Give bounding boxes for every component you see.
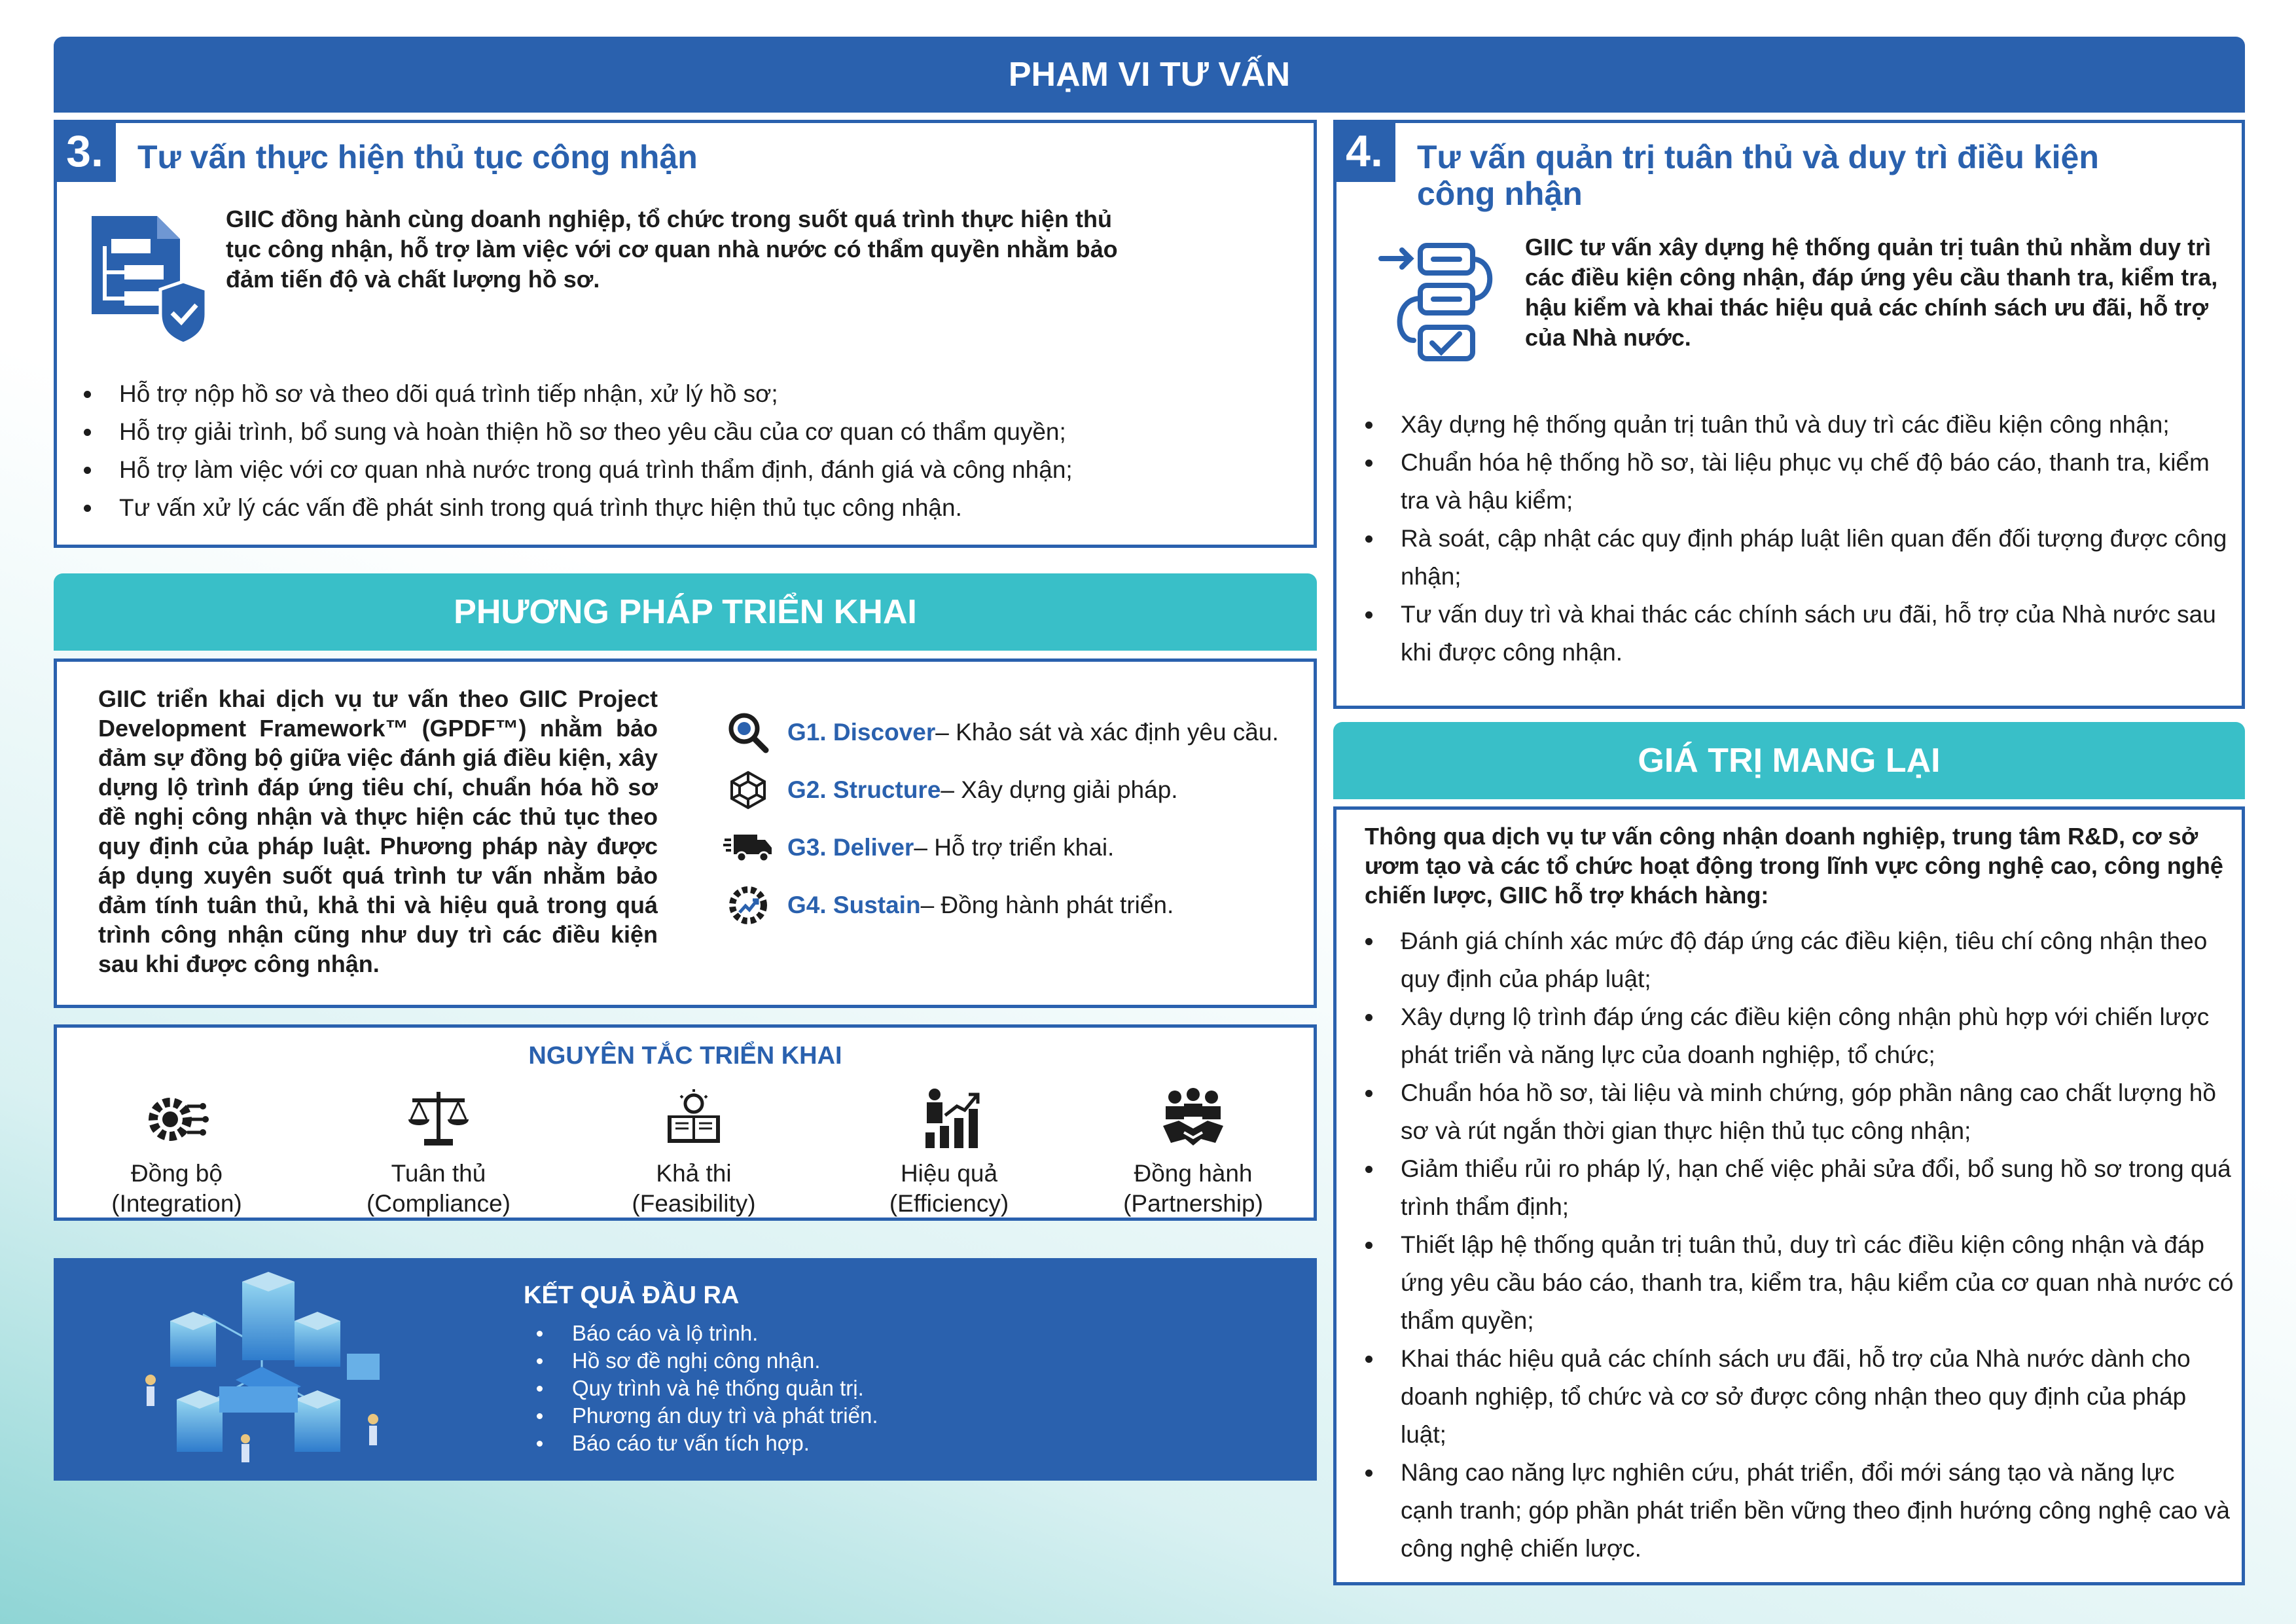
- book-idea-icon: [661, 1087, 726, 1152]
- list-item: Rà soát, cập nhật các quy định pháp luật liên quan đến đối tượng được công nhận;: [1354, 520, 2234, 596]
- section-4-title-line2: công nhận: [1417, 175, 1583, 212]
- method-step: G2. Structure – Xây dựng giải pháp.: [723, 761, 1312, 819]
- value-title: GIÁ TRỊ MANG LẠI: [1638, 742, 1941, 780]
- list-item: Chuẩn hóa hệ thống hồ sơ, tài liệu phục vụ chế độ báo cáo, thanh tra, kiểm tra và hậu kiểm;: [1354, 444, 2234, 520]
- value-banner: [1333, 722, 2245, 799]
- list-item: Hỗ trợ nộp hồ sơ và theo dõi quá trình tiếp nhận, xử lý hồ sơ;: [72, 375, 1302, 413]
- delivery-truck-icon: [723, 825, 773, 871]
- gear-circuit-icon: [144, 1087, 209, 1152]
- page-title: PHẠM VI TƯ VẤN: [1008, 56, 1291, 94]
- value-intro: Thông qua dịch vụ tư vấn công nhận doanh nghiệp, trung tâm R&D, cơ sở ươm tạo và các tổ chức hoạt động trong lĩnh vực công nghệ cao, công nghệ chiến lược, GIIC hỗ trợ khách hàng:: [1365, 823, 2223, 909]
- header-banner: [54, 37, 2245, 113]
- section-3-title: Tư vấn thực hiện thủ tục công nhận: [137, 139, 698, 175]
- value-bullets: [1354, 922, 2234, 1568]
- principle-item: Đồng bộ (Integration): [69, 1087, 285, 1219]
- list-item: Xây dựng lộ trình đáp ứng các điều kiện công nhận phù hợp với chiến lược phát triển và năng lực của doanh nghiệp, tổ chức;: [1354, 998, 2234, 1074]
- list-item: Báo cáo và lộ trình.: [524, 1320, 1296, 1347]
- list-item: Nâng cao năng lực nghiên cứu, phát triển, đổi mới sáng tạo và năng lực cạnh tranh; góp phần phát triển bền vững theo định hướng công nghệ cao và công nghệ chiến lược.: [1354, 1454, 2234, 1568]
- list-item: Khai thác hiệu quả các chính sách ưu đãi, hỗ trợ của Nhà nước dành cho doanh nghiệp, tổ chức và cơ sở được công nhận theo quy định của pháp luật;: [1354, 1340, 2234, 1454]
- section-4-intro: GIIC tư vấn xây dựng hệ thống quản trị tuân thủ nhằm duy trì các điều kiện công nhận, đáp ứng yêu cầu thanh tra, kiểm tra, hậu kiểm và khai thác hiệu quả các chính sách ưu đãi, hỗ trợ của Nhà nước.: [1525, 234, 2218, 351]
- section-4-bullets: [1354, 406, 2234, 672]
- section-3-intro: GIIC đồng hành cùng doanh nghiệp, tổ chức trong suốt quá trình thực hiện thủ tục công nhận, hỗ trợ làm việc với cơ quan nhà nước có thẩm quyền nhằm bảo đảm tiến độ và chất lượng hồ sơ.: [226, 206, 1118, 293]
- list-item: Giảm thiểu rủi ro pháp lý, hạn chế việc phải sửa đổi, bổ sung hồ sơ trong quá trình thẩm định;: [1354, 1150, 2234, 1226]
- document-flow-shield-icon: [85, 209, 209, 344]
- handshake-team-icon: [1160, 1087, 1226, 1152]
- method-intro: GIIC triển khai dịch vụ tư vấn theo GIIC Project Development Framework™ (GPDF™) nhằm bảo đảm sự đồng bộ giữa việc đánh giá điều kiện, xây dựng lộ trình đáp ứng tiêu chí, chuẩn hóa hồ sơ đề nghị công nhận và thực hiện các thủ tục theo quy định của pháp luật. Phương pháp này được áp dụng xuyên suốt quá trình tư vấn nhằm bảo đảm tính tuân thủ, khả thi và hiệu quả trong quá trình công nhận cũng như duy trì các điều kiện sau khi được công nhận.: [98, 685, 658, 977]
- method-banner: [54, 573, 1317, 651]
- checklist-flow-icon: [1374, 236, 1505, 367]
- method-step: G3. Deliver – Hỗ trợ triển khai.: [723, 819, 1312, 876]
- method-steps: [723, 704, 1312, 934]
- method-step: G4. Sustain – Đồng hành phát triển.: [723, 876, 1312, 934]
- section-3-bullets: [72, 375, 1302, 527]
- principle-item: Khả thi (Feasibility): [586, 1087, 802, 1219]
- principle-item: Đồng hành (Partnership): [1085, 1087, 1301, 1219]
- network-cube-icon: [723, 767, 773, 813]
- method-step: G1. Discover – Khảo sát và xác định yêu cầu.: [723, 704, 1312, 761]
- magnifier-icon: [723, 710, 773, 755]
- list-item: Quy trình và hệ thống quản trị.: [524, 1375, 1296, 1402]
- list-item: Xây dựng hệ thống quản trị tuân thủ và duy trì các điều kiện công nhận;: [1354, 406, 2234, 444]
- method-title: PHƯƠNG PHÁP TRIỂN KHAI: [454, 593, 917, 631]
- growth-chart-icon: [916, 1087, 982, 1152]
- list-item: Thiết lập hệ thống quản trị tuân thủ, duy trì các điều kiện công nhận và đáp ứng yêu cầu báo cáo, thanh tra, kiểm tra, hậu kiểm của cơ quan nhà nước có thẩm quyền;: [1354, 1226, 2234, 1340]
- server-network-illustration: [131, 1269, 393, 1473]
- list-item: Đánh giá chính xác mức độ đáp ứng các điều kiện, tiêu chí công nhận theo quy định của pháp luật;: [1354, 922, 2234, 998]
- principles-title: NGUYÊN TẮC TRIỂN KHAI: [528, 1042, 842, 1070]
- section-4-title: [1417, 139, 2229, 212]
- list-item: Phương án duy trì và phát triển.: [524, 1402, 1296, 1430]
- gear-growth-icon: [723, 882, 773, 928]
- principle-item: Hiệu quả (Efficiency): [841, 1087, 1057, 1219]
- list-item: Hỗ trợ làm việc với cơ quan nhà nước trong quá trình thẩm định, đánh giá và công nhận;: [72, 451, 1302, 489]
- outputs-list: [524, 1320, 1296, 1457]
- scales-icon: [406, 1087, 471, 1152]
- section-4-title-line1: Tư vấn quản trị tuân thủ và duy trì điều kiện: [1417, 139, 2099, 175]
- list-item: Tư vấn xử lý các vấn đề phát sinh trong quá trình thực hiện thủ tục công nhận.: [72, 489, 1302, 527]
- list-item: Chuẩn hóa hồ sơ, tài liệu và minh chứng, góp phần nâng cao chất lượng hồ sơ và rút ngắn thời gian thực hiện thủ tục công nhận;: [1354, 1074, 2234, 1150]
- principle-item: Tuân thủ (Compliance): [331, 1087, 547, 1219]
- outputs-title: KẾT QUẢ ĐẦU RA: [524, 1282, 740, 1309]
- list-item: Hồ sơ đề nghị công nhận.: [524, 1347, 1296, 1375]
- list-item: Tư vấn duy trì và khai thác các chính sách ưu đãi, hỗ trợ của Nhà nước sau khi được công nhận.: [1354, 596, 2234, 672]
- section-3-number: 3.: [54, 120, 116, 182]
- list-item: Báo cáo tư vấn tích hợp.: [524, 1430, 1296, 1457]
- section-4-number: 4.: [1333, 120, 1395, 182]
- list-item: Hỗ trợ giải trình, bổ sung và hoàn thiện hồ sơ theo yêu cầu của cơ quan có thẩm quyền;: [72, 413, 1302, 451]
